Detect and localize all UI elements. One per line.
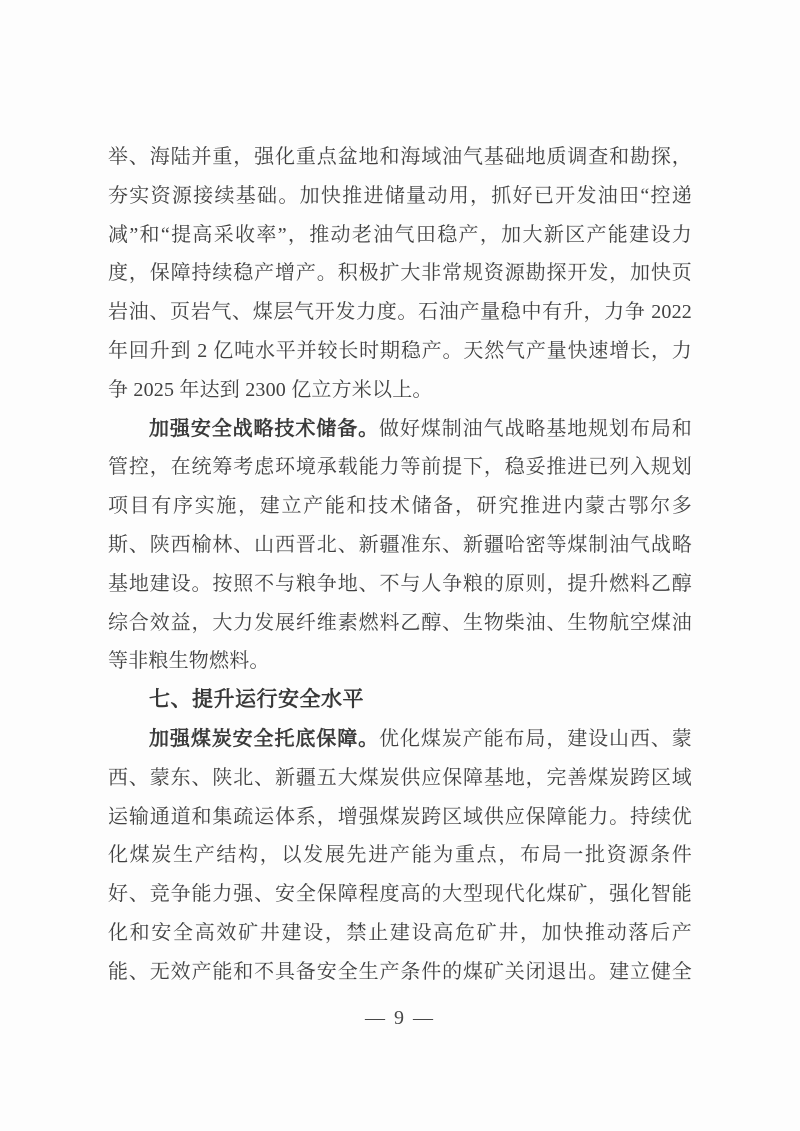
text-line (108, 953, 692, 992)
body-text: 斯、陕西榆林、山西晋北、新疆准东、新疆哈密等煤制油气战略 (108, 533, 692, 556)
text-line (108, 565, 692, 604)
text-line (108, 798, 692, 837)
text-line (108, 254, 692, 293)
bold-lead-text: 加强煤炭安全托底保障。 (149, 727, 380, 750)
body-text: 西、蒙东、陕北、新疆五大煤炭供应保障基地，完善煤炭跨区域 (108, 766, 692, 789)
body-text: 优化煤炭产能布局，建设山西、蒙 (379, 727, 692, 750)
text-line (108, 487, 692, 526)
text-line (108, 293, 692, 332)
document-content (108, 138, 692, 992)
body-text: 化和安全高效矿井建设，禁止建设高危矿井，加快推动落后产 (108, 921, 692, 944)
text-line (108, 216, 692, 255)
text-line (108, 177, 692, 216)
body-text: 能、无效产能和不具备安全生产条件的煤矿关闭退出。建立健全 (108, 960, 692, 983)
body-text: 等非粮生物燃料。 (108, 650, 270, 673)
text-line (108, 642, 692, 681)
text-line (108, 914, 692, 953)
body-text: 好、竞争能力强、安全保障程度高的大型现代化煤矿，强化智能 (108, 883, 692, 906)
text-line (108, 138, 692, 177)
text-line (108, 410, 692, 449)
text-line (108, 371, 692, 410)
paragraph (108, 138, 692, 410)
body-text: 项目有序实施，建立产能和技术储备，研究推进内蒙古鄂尔多 (108, 495, 692, 518)
body-text: 做好煤制油气战略基地规划布局和 (379, 417, 692, 440)
body-text: 运输通道和集疏运体系，增强煤炭跨区域供应保障能力。持续优 (108, 805, 692, 828)
section-heading: 七、提升运行安全水平 (149, 688, 364, 712)
body-text: 年回升到 2 亿吨水平并较长时期稳产。天然气产量快速增长，力 (108, 339, 692, 362)
body-text: 基地建设。按照不与粮争地、不与人争粮的原则，提升燃料乙醇 (108, 572, 692, 595)
paragraph (108, 720, 692, 992)
body-text: 度，保障持续稳产增产。积极扩大非常规资源勘探开发，加快页 (108, 262, 692, 285)
bold-lead-text: 加强安全战略技术储备。 (149, 417, 380, 440)
text-line (108, 875, 692, 914)
text-line (108, 836, 692, 875)
page-number: — 9 — (365, 1007, 435, 1029)
body-text: 综合效益，大力发展纤维素燃料乙醇、生物柴油、生物航空煤油 (108, 611, 692, 634)
body-text: 争 2025 年达到 2300 亿立方米以上。 (108, 378, 433, 401)
text-line (108, 526, 692, 565)
text-line (108, 720, 692, 759)
text-line (108, 604, 692, 643)
text-line (108, 332, 692, 371)
paragraph (108, 410, 692, 682)
body-text: 举、海陆并重，强化重点盆地和海域油气基础地质调查和勘探， (108, 146, 692, 168)
body-text: 减”和“提高采收率”，推动老油气田稳产，加大新区产能建设力 (108, 223, 692, 246)
body-text: 管控，在统筹考虑环境承载能力等前提下，稳妥推进已列入规划 (108, 456, 692, 479)
text-line (108, 448, 692, 487)
text-line (108, 759, 692, 798)
body-text: 岩油、页岩气、煤层气开发力度。石油产量稳中有升，力争 2022 (108, 301, 692, 324)
body-text: 化煤炭生产结构，以发展先进产能为重点，布局一批资源条件 (108, 844, 692, 867)
body-text: 夯实资源接续基础。加快推进储量动用，抓好已开发油田“控递 (108, 184, 692, 207)
